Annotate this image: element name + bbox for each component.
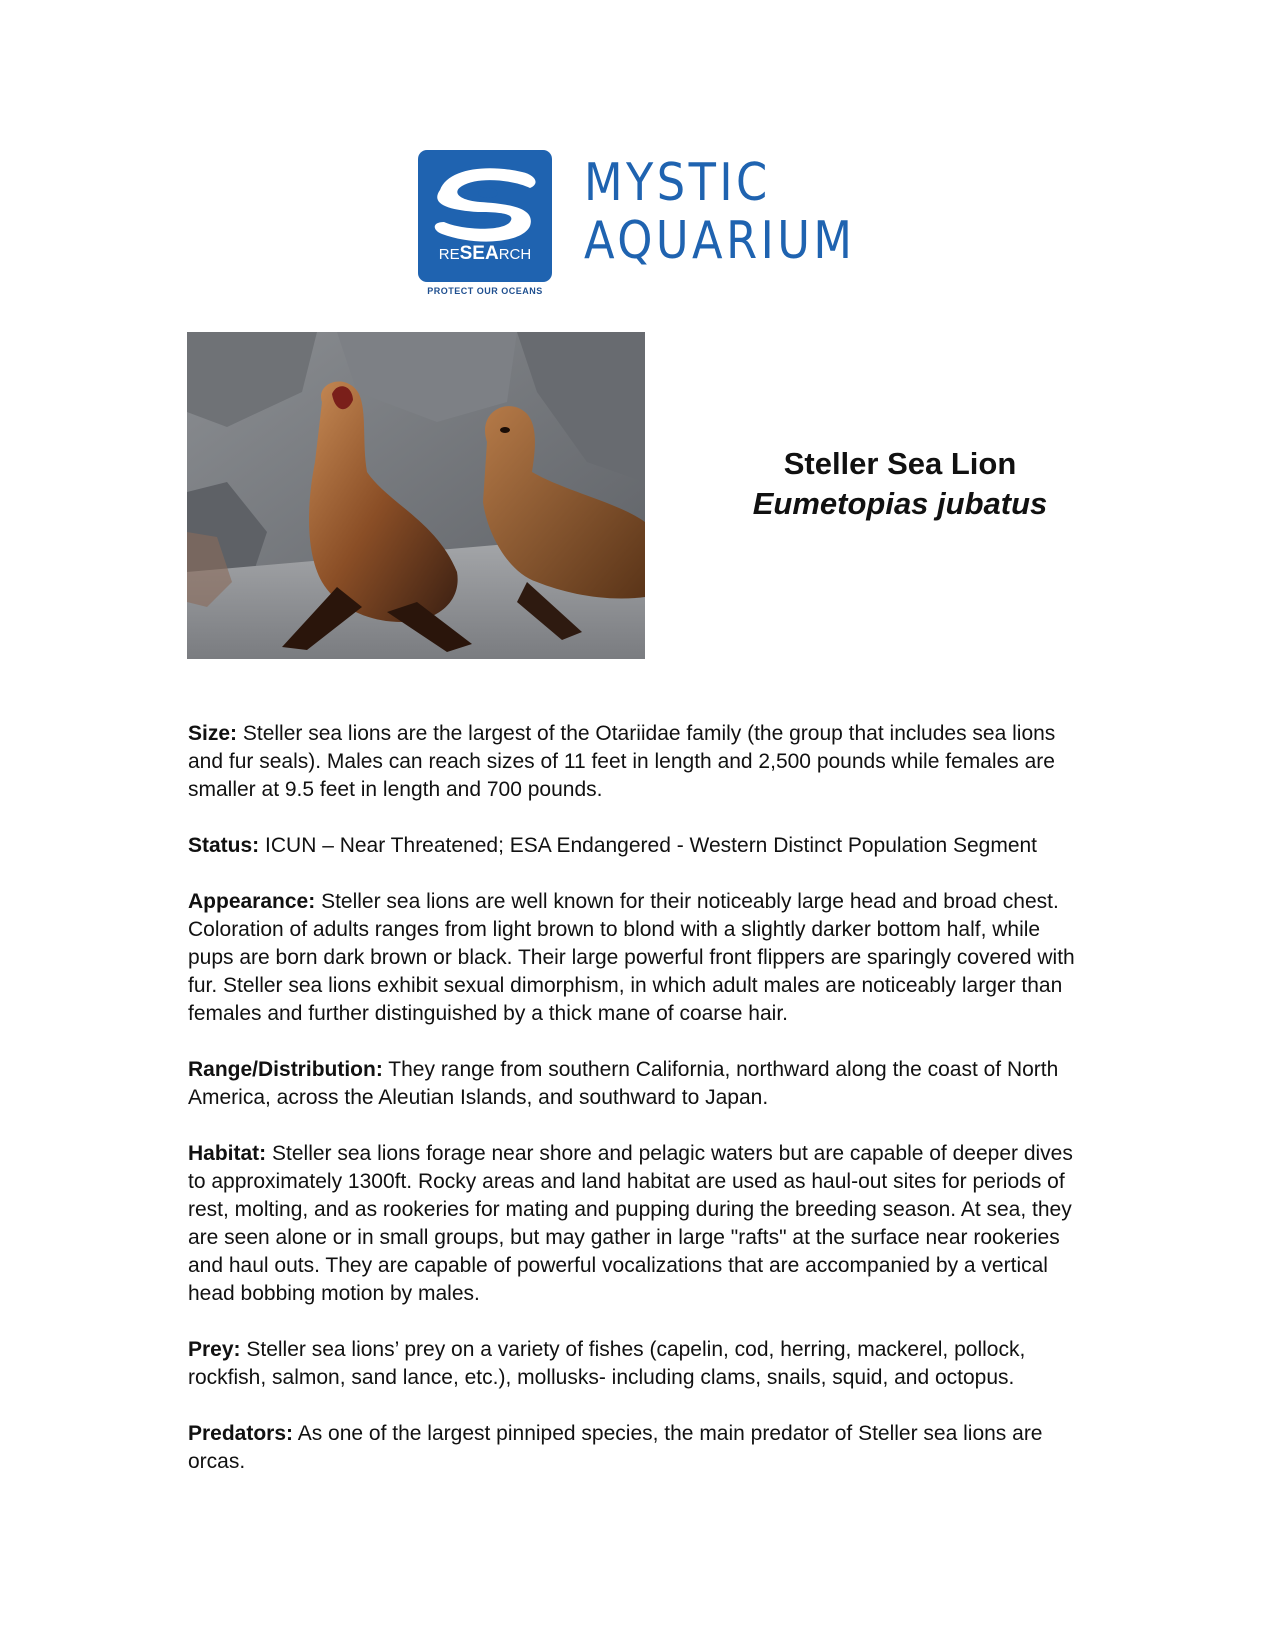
sea-lion-photo: [187, 332, 645, 659]
research-wordmark: RESEARCH: [438, 243, 532, 264]
fact-sheet-body: [188, 720, 1088, 1504]
mystic-aquarium-logo: [418, 150, 868, 300]
section-label: Appearance:: [188, 890, 316, 913]
section-label: Prey:: [188, 1338, 241, 1361]
section-text: As one of the largest pinniped species, the main predator of Steller sea lions are orcas.: [188, 1422, 1043, 1473]
section-label: Status:: [188, 834, 260, 857]
research-badge: [418, 150, 552, 282]
logo-title: [584, 154, 855, 270]
section-size: [188, 720, 1088, 804]
section-text: Steller sea lions forage near shore and pelagic waters but are capable of deeper dives to approximately 1300ft. Rocky areas and land habitat are used as haul-out sites for periods of rest, molting, and as rookeries for mating and pupping during the breeding season. At sea, they are seen alone or in small groups, but may gather in large "rafts" at the surface near rookeries and haul outs. They are capable of powerful vocalizations that are accompanied by a vertical head bobbing motion by males.: [188, 1142, 1073, 1305]
section-label: Predators:: [188, 1422, 294, 1445]
species-title: [690, 444, 1110, 524]
section-predators: [188, 1420, 1088, 1476]
logo-title-line1: MYSTIC: [584, 153, 771, 213]
logo-tagline: PROTECT OUR OCEANS: [427, 286, 543, 296]
section-text: Steller sea lions are the largest of the Otariidae family (the group that includes sea lions and fur seals). Males can reach sizes of 11 feet in length and 2,500 pounds while females are smaller at 9.5 feet in length and 700 pounds.: [188, 722, 1056, 801]
section-text: Steller sea lions are well known for their noticeably large head and broad chest. Coloration of adults ranges from light brown to blond with a slightly darker bottom half, while pups are born dark brown or black. Their large powerful front flippers are sparingly covered with fur. Steller sea lions exhibit sexual dimorphism, in which adult males are noticeably larger than females and further distinguished by a thick mane of coarse hair.: [188, 890, 1075, 1025]
section-text: ICUN – Near Threatened; ESA Endangered - Western Distinct Population Segment: [265, 834, 1038, 857]
section-status: [188, 832, 1088, 860]
section-text: Steller sea lions’ prey on a variety of fishes (capelin, cod, herring, mackerel, pollock, rockfish, salmon, sand lance, etc.), mollusks- including clams, snails, squid, and octopus.: [188, 1338, 1026, 1389]
common-name: Steller Sea Lion: [783, 446, 1017, 481]
section-label: Range/Distribution:: [188, 1058, 383, 1081]
section-text: They range from southern California, northward along the coast of North America, across the Aleutian Islands, and southward to Japan.: [188, 1058, 1059, 1109]
logo-title-line2: AQUARIUM: [584, 211, 856, 271]
sea-lion-photo-icon: [187, 332, 645, 659]
scientific-name: Eumetopias jubatus: [752, 486, 1048, 521]
section-habitat: [188, 1140, 1088, 1308]
section-appearance: [188, 888, 1088, 1028]
section-label: Size:: [188, 722, 238, 745]
section-label: Habitat:: [188, 1142, 267, 1165]
section-range: [188, 1056, 1088, 1112]
section-prey: [188, 1336, 1088, 1392]
